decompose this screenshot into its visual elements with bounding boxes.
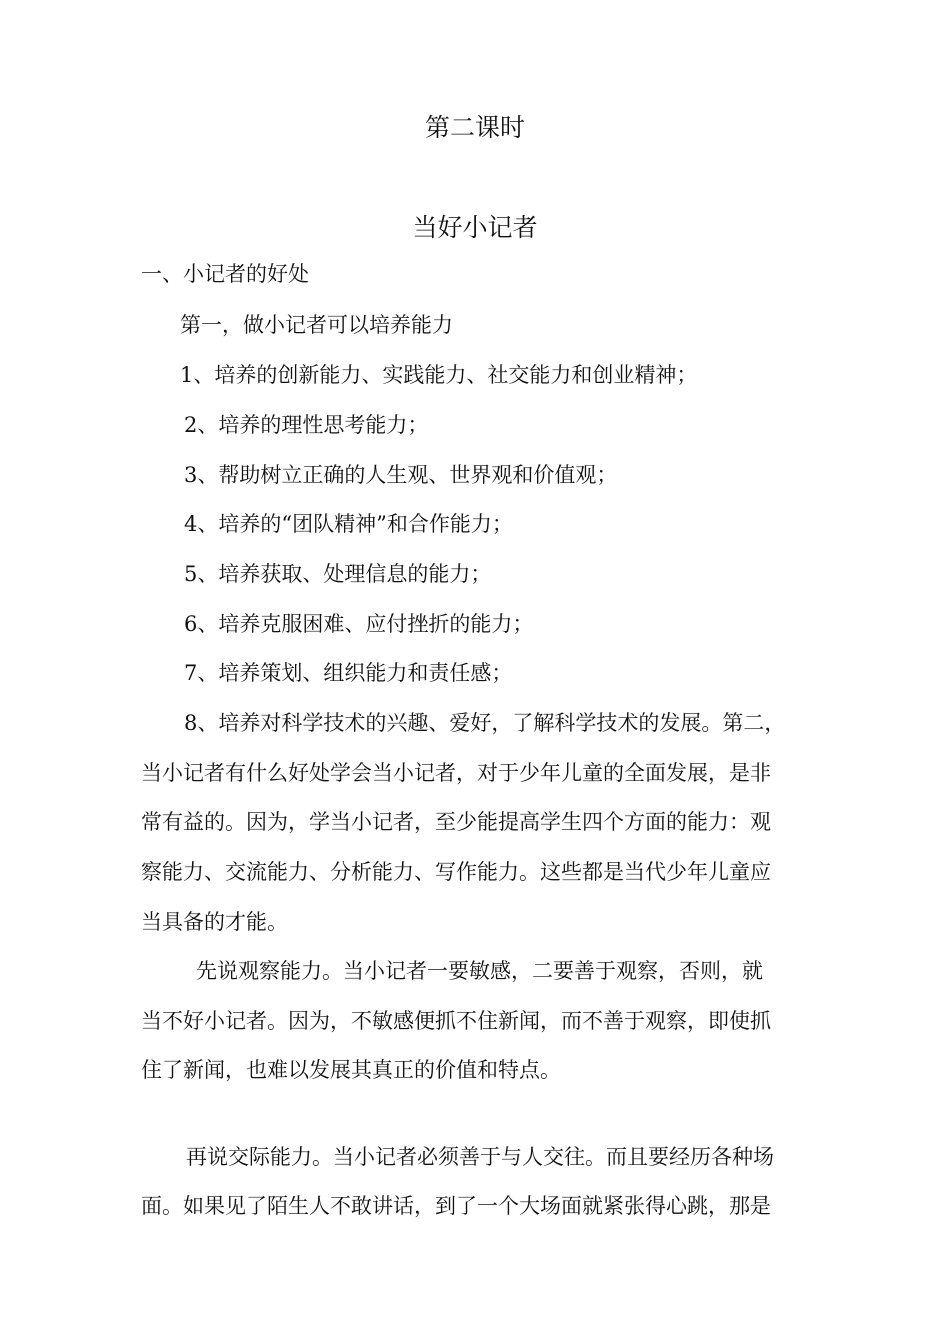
point-one: 第一，做小记者可以培养能力 [180, 313, 453, 337]
paragraph-line: 8、培养对科学技术的兴趣、爱好，了解科学技术的发展。第二， [184, 711, 786, 735]
paragraph-line: 先说观察能力。当小记者一要敏感，二要善于观察，否则，就 [196, 959, 763, 983]
paragraph-line: 面。如果见了陌生人不敢讲话，到了一个大场面就紧张得心跳，那是 [141, 1194, 771, 1218]
section-heading: 一、小记者的好处 [141, 262, 309, 286]
paragraph-line: 常有益的。因为，学当小记者，至少能提高学生四个方面的能力：观 [141, 810, 771, 834]
list-item: 5、培养获取、处理信息的能力； [184, 562, 492, 586]
list-item: 2、培养的理性思考能力； [184, 413, 429, 437]
paragraph-line: 当具备的才能。 [141, 910, 288, 934]
paragraph-line: 察能力、交流能力、分析能力、写作能力。这些都是当代少年儿童应 [141, 860, 771, 884]
paragraph-line: 当小记者有什么好处学会当小记者，对于少年儿童的全面发展，是非 [141, 761, 771, 785]
list-item: 7、培养策划、组织能力和责任感； [184, 661, 513, 685]
page-subtitle: 当好小记者 [412, 213, 538, 242]
list-item: 4、培养的“团队精神”和合作能力； [184, 512, 513, 536]
list-item: 3、帮助树立正确的人生观、世界观和价值观； [184, 463, 618, 487]
paragraph-line: 再说交际能力。当小记者必须善于与人交往。而且要经历各种场 [186, 1145, 774, 1169]
list-item: 6、培养克服困难、应付挫折的能力； [184, 612, 534, 636]
paragraph-line: 住了新闻，也难以发展其真正的价值和特点。 [141, 1058, 561, 1082]
list-item: 1、培养的创新能力、实践能力、社交能力和创业精神； [180, 363, 698, 387]
paragraph-line: 当不好小记者。因为，不敏感便抓不住新闻，而不善于观察，即使抓 [141, 1009, 771, 1033]
page-title: 第二课时 [424, 113, 525, 142]
